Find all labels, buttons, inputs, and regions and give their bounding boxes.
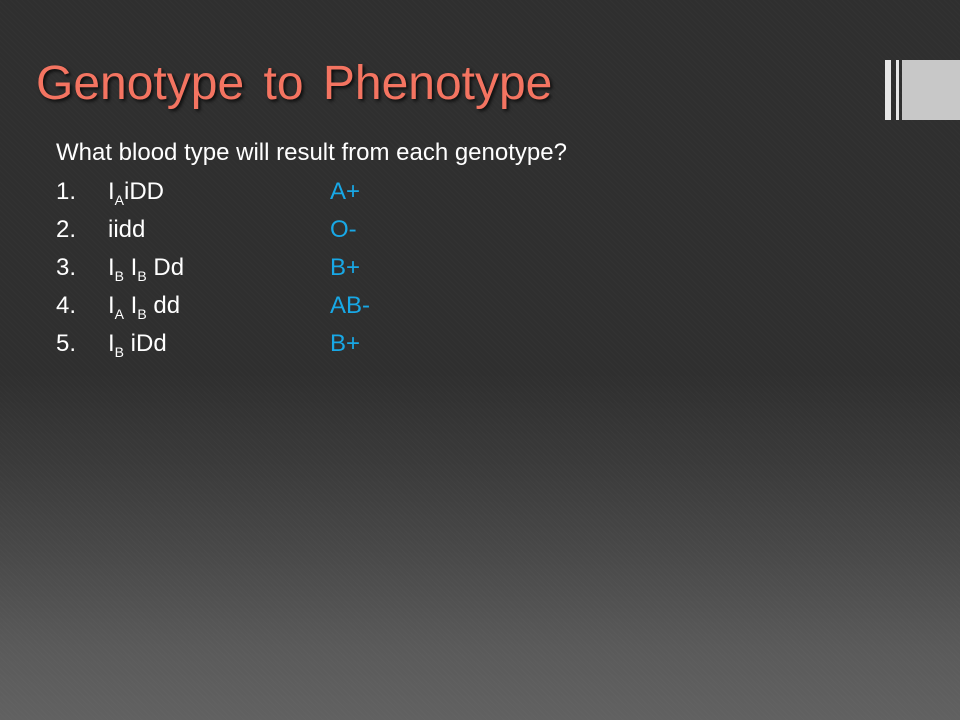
genotype-list: [56, 178, 556, 368]
genotype-part: Dd: [146, 254, 185, 281]
allele-subscript: B: [137, 306, 147, 322]
genotype: [108, 216, 145, 244]
genotype: [108, 330, 167, 360]
item-number: 4.: [56, 292, 77, 319]
list-item: [56, 216, 556, 254]
allele-subscript: A: [114, 306, 125, 322]
genotype-part: I: [108, 292, 115, 319]
slide-title: Genotype to Phenotype: [36, 57, 553, 110]
list-item: [56, 254, 556, 292]
list-item: [56, 178, 556, 216]
decoration-bar: [896, 60, 899, 120]
allele-subscript: B: [114, 344, 125, 360]
phenotype-answer: A+: [330, 178, 361, 205]
genotype-part: I: [108, 178, 115, 205]
phenotype-answer: AB-: [330, 292, 371, 319]
genotype-part: iidd: [108, 216, 146, 243]
item-number: 5.: [56, 330, 77, 357]
phenotype-answer: B+: [330, 330, 361, 357]
item-number: 2.: [56, 216, 77, 243]
decoration-block: [902, 60, 960, 120]
question-text: What blood type will result from each genotype?: [56, 139, 567, 166]
genotype: [108, 178, 164, 208]
genotype-part: I: [108, 330, 115, 357]
item-number: 3.: [56, 254, 77, 281]
phenotype-answer: B+: [330, 254, 361, 281]
list-item: [56, 330, 556, 368]
list-item: [56, 292, 556, 330]
genotype-part: iDD: [124, 178, 165, 205]
genotype-part: dd: [146, 292, 181, 319]
genotype: [108, 254, 184, 284]
decoration-bar: [885, 60, 891, 120]
phenotype-answer: O-: [330, 216, 357, 243]
genotype-part: I: [124, 254, 138, 281]
genotype: [108, 292, 180, 322]
genotype-part: iDd: [124, 330, 167, 357]
allele-subscript: A: [114, 192, 125, 208]
allele-subscript: B: [137, 268, 147, 284]
genotype-part: I: [124, 292, 138, 319]
allele-subscript: B: [114, 268, 125, 284]
genotype-part: I: [108, 254, 115, 281]
item-number: 1.: [56, 178, 77, 205]
